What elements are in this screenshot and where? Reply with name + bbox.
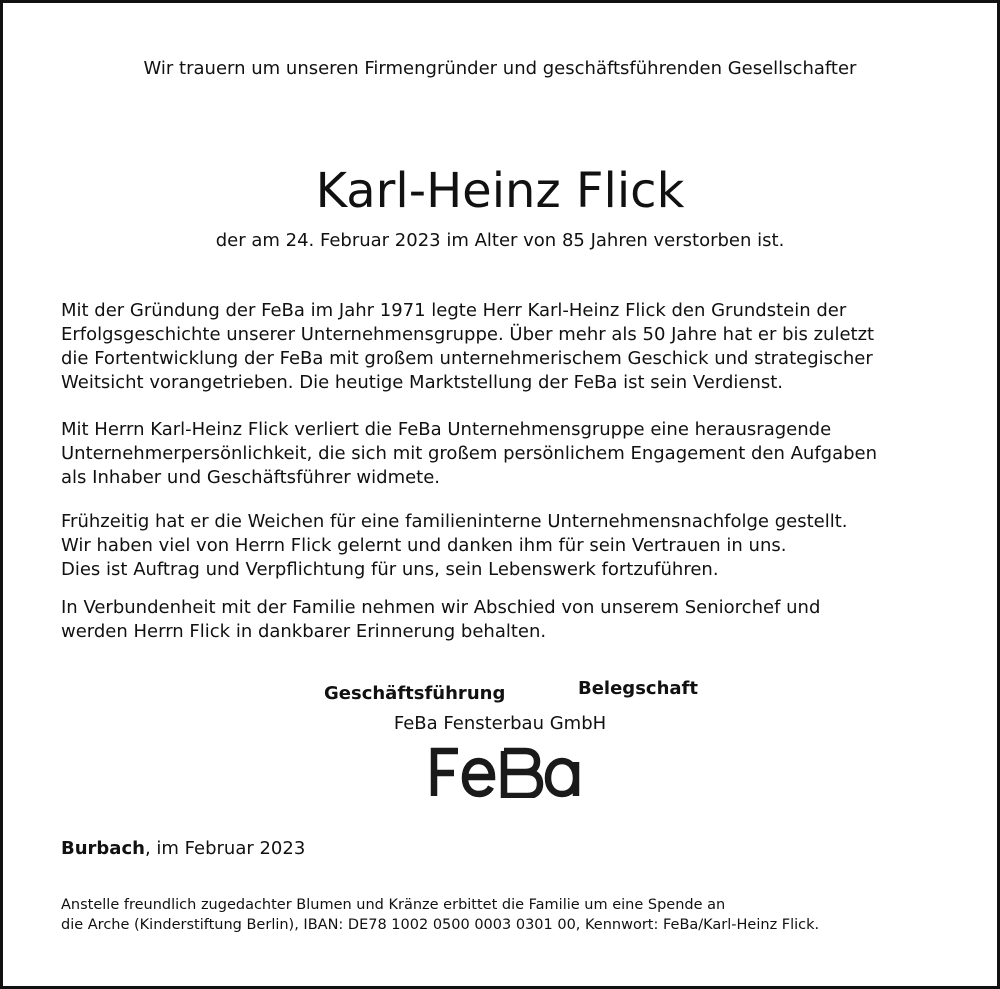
- paragraph-founding: [61, 299, 941, 395]
- company-name: FeBa Fensterbau GmbH: [393, 713, 607, 734]
- death-line: der am 24. Februar 2023 im Alter von 85 Jahren verstorben ist.: [215, 230, 785, 251]
- paragraph-line: Dies ist Auftrag und Verpflichtung für uns, sein Lebenswerk fortzuführen.: [61, 559, 719, 580]
- signatory-management: Geschäftsführung: [324, 683, 506, 704]
- paragraph-personality: [61, 418, 941, 490]
- feba-logo: [429, 746, 584, 798]
- paragraph-line: werden Herrn Flick in dankbarer Erinnerung behalten.: [61, 621, 547, 642]
- date-text: , im Februar 2023: [144, 838, 306, 859]
- paragraph-line: Erfolgsgeschichte unserer Unternehmensgruppe. Über mehr als 50 Jahre hat er bis zuletzt: [61, 324, 875, 345]
- paragraph-succession: [61, 510, 941, 582]
- paragraph-line: Frühzeitig hat er die Weichen für eine familieninterne Unternehmensnachfolge gestellt.: [61, 511, 848, 532]
- paragraph-line: Unternehmerpersönlichkeit, die sich mit großem persönlichem Engagement den Aufgaben: [61, 443, 878, 464]
- paragraph-line: Weitsicht vorangetrieben. Die heutige Marktstellung der FeBa ist sein Verdienst.: [61, 372, 784, 393]
- signatory-staff: Belegschaft: [578, 678, 698, 699]
- deceased-name: Karl-Heinz Flick: [315, 163, 685, 220]
- paragraph-line: In Verbundenheit mit der Familie nehmen wir Abschied von unserem Seniorchef und: [61, 597, 821, 618]
- paragraph-line: Mit der Gründung der FeBa im Jahr 1971 legte Herr Karl-Heinz Flick den Grundstein der: [61, 300, 847, 321]
- footnote-line: die Arche (Kinderstiftung Berlin), IBAN: DE78 1002 0500 0003 0301 00, Kennwort: FeBa/Karl-Heinz Flick.: [61, 917, 820, 933]
- paragraph-farewell: [61, 596, 941, 644]
- place-date: [61, 837, 305, 861]
- paragraph-line: die Fortentwicklung der FeBa mit großem unternehmerischem Geschick und strategischer: [61, 348, 873, 369]
- donation-footnote: [61, 895, 961, 935]
- intro-line: Wir trauern um unseren Firmengründer und geschäftsführenden Gesellschafter: [143, 58, 857, 79]
- paragraph-line: als Inhaber und Geschäftsführer widmete.: [61, 467, 441, 488]
- place-name: Burbach: [61, 838, 145, 859]
- paragraph-line: Mit Herrn Karl-Heinz Flick verliert die FeBa Unternehmensgruppe eine herausragende: [61, 419, 832, 440]
- paragraph-line: Wir haben viel von Herrn Flick gelernt und danken ihm für sein Vertrauen in uns.: [61, 535, 787, 556]
- footnote-line: Anstelle freundlich zugedachter Blumen und Kränze erbittet die Familie um eine Spende an: [61, 897, 726, 913]
